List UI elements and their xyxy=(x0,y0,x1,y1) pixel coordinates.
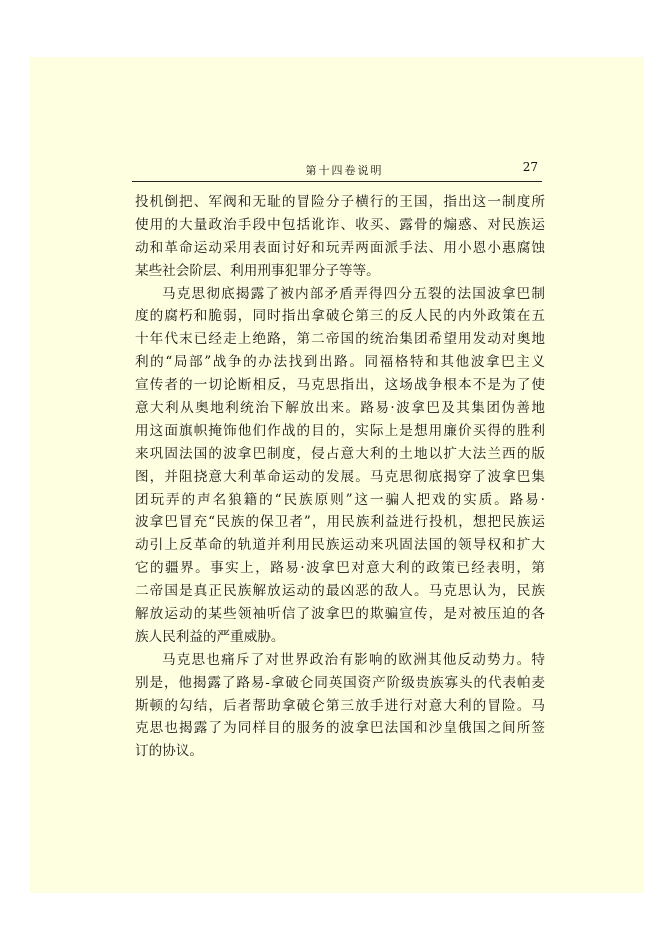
text-line: 马克思也痛斥了对世界政治有影响的欧洲其他反动势力。特 xyxy=(162,651,545,668)
running-header xyxy=(107,160,544,180)
paragraph-2 xyxy=(135,283,545,649)
text-line: 波拿巴冒充“民族的保卫者”，用民族利益进行投机，想把民族运 xyxy=(135,514,545,531)
text-line: 投机倒把、军阀和无耻的冒险分子横行的王国，指出这一制度所 xyxy=(135,194,545,210)
text-line: 斯顿的勾结，后者帮助拿破仑第三放手进行对意大利的冒险。马 xyxy=(135,697,545,714)
text-line: 族人民利益的严重威胁。 xyxy=(135,628,285,645)
text-line: 使用的大量政治手段中包括讹诈、收买、露骨的煽惑、对民族运 xyxy=(135,216,545,233)
text-line: 来巩固法国的波拿巴制度，侵占意大利的土地以扩大法兰西的版 xyxy=(135,445,545,462)
text-line: 十年代末已经走上绝路，第二帝国的统治集团希望用发动对奥地 xyxy=(135,331,545,348)
text-line: 订的协议。 xyxy=(135,743,203,760)
text-line: 团玩弄的声名狼籍的“民族原则”这一骗人把戏的实质。路易· xyxy=(135,491,545,508)
header-title: 第十四卷说明 xyxy=(305,164,384,177)
text-line: 意大利从奥地利统治下解放出来。路易·波拿巴及其集团伪善地 xyxy=(135,400,545,417)
text-line: 动和革命运动采用表面讨好和玩弄两面派手法、用小恩小惠腐蚀 xyxy=(135,239,545,256)
text-line: 二帝国是真正民族解放运动的最凶恶的敌人。马克思认为，民族 xyxy=(135,583,545,600)
page-number: 27 xyxy=(522,160,538,174)
header-rule xyxy=(132,181,542,182)
text-line: 宣传者的一切论断相反，马克思指出，这场战争根本不是为了使 xyxy=(135,377,545,394)
text-line: 克思也揭露了为同样目的服务的波拿巴法国和沙皇俄国之间所签 xyxy=(135,720,545,737)
body-text xyxy=(135,191,545,763)
text-line: 利的“局部”战争的办法找到出路。同福格特和其他波拿巴主义 xyxy=(135,354,545,371)
text-line: 别是，他揭露了路易-拿破仑同英国资产阶级贵族寡头的代表帕麦 xyxy=(135,674,545,691)
text-line: 图，并阻挠意大利革命运动的发展。马克思彻底揭穿了波拿巴集 xyxy=(135,468,545,485)
text-line: 动引上反革命的轨道并利用民族运动来巩固法国的领导权和扩大 xyxy=(135,537,545,554)
text-line: 它的疆界。事实上，路易·波拿巴对意大利的政策已经表明，第 xyxy=(135,560,545,577)
text-line: 解放运动的某些领袖听信了波拿巴的欺骗宣传，是对被压迫的各 xyxy=(135,606,545,623)
text-line: 某些社会阶层、利用刑事犯罪分子等等。 xyxy=(135,262,380,279)
text-line: 度的腐朽和脆弱，同时指出拿破仑第三的反人民的内外政策在五 xyxy=(135,308,545,325)
text-line: 用这面旗帜掩饰他们作战的目的，实际上是想用廉价买得的胜利 xyxy=(135,422,545,439)
paragraph-3 xyxy=(135,649,545,763)
paragraph-1 xyxy=(135,191,545,283)
text-line: 马克思彻底揭露了被内部矛盾弄得四分五裂的法国波拿巴制 xyxy=(162,285,545,302)
